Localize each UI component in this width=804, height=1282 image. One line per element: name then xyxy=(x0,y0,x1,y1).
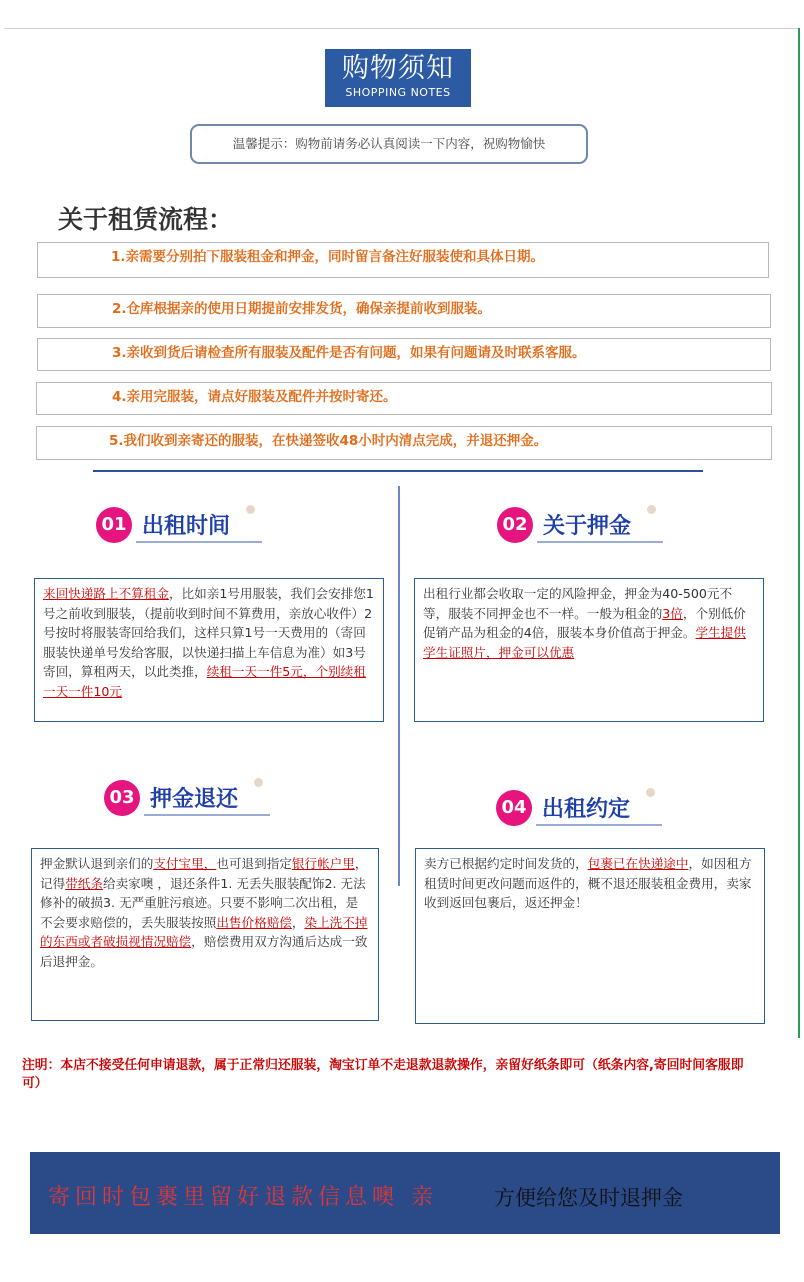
logo-title: 购物须知 xyxy=(342,53,454,84)
section-title: 出租时间 xyxy=(142,514,231,539)
process-step-3 xyxy=(37,338,771,371)
step-text: 1.亲需要分别拍下服装租金和押金，同时留言备注好服装使和具体日期。 xyxy=(111,249,545,265)
highlight-text: 银行帐户里 xyxy=(291,856,355,871)
body-text: 也可退到指定 xyxy=(216,856,292,871)
decor-dot xyxy=(647,505,656,514)
section-divider xyxy=(93,470,703,472)
body-text: ，如因租方租赁时间更改问题而返件的，概不退还服装租金费用，卖家收到返回包裹后，返还押金！ xyxy=(424,856,752,910)
decor-dot xyxy=(254,778,263,787)
top-divider xyxy=(4,28,800,29)
section-01-heading xyxy=(96,507,266,547)
section-04-box xyxy=(415,848,765,1024)
process-step-5 xyxy=(36,426,772,460)
step-text: 5.我们收到亲寄还的服装，在快递签收48小时内清点完成，并退还押金。 xyxy=(109,433,548,449)
body-text: 卖方已根据约定时间发货的， xyxy=(424,856,588,871)
banner-left-text: 寄回时包裹里留好退款信息噢 亲 xyxy=(48,1185,438,1210)
warm-tip: 温馨提示：购物前请务必认真阅读一下内容，祝购物愉快 xyxy=(190,124,588,164)
right-edge-line xyxy=(798,28,800,1038)
section-number-badge: 02 xyxy=(497,507,533,543)
process-step-1 xyxy=(37,242,769,278)
body-text: ，赔偿费用双方沟通后达成一致后退押金。 xyxy=(40,934,368,969)
title-underline xyxy=(536,824,662,826)
process-step-2 xyxy=(37,294,771,328)
body-text: ， xyxy=(291,914,305,930)
title-underline xyxy=(144,814,270,816)
banner-right-text: 方便给您及时退押金 xyxy=(494,1186,683,1210)
section-04-heading xyxy=(496,790,666,830)
body-text: 出租行业都会收取一定的风险押金，押金为40-500元不等，服装不同押金也不一样。一般为租金的 xyxy=(423,586,733,621)
section-number-badge: 04 xyxy=(496,790,532,826)
process-title: 关于租赁流程： xyxy=(58,205,234,234)
body-text: ，个别低价促销产品为租金的4倍，服装本身价值高于押金。 xyxy=(423,605,746,640)
body-text: ，比如亲1号用服装，我们会安排您1号之前收到服装，（提前收到时间不算费用，亲放心收件）2号按时将服装寄回给我们，这样只算1号一天费用的（寄回服装快递单号发给客服，以快递扫描上车信息为准）如3号寄回，算租两天，以此类推， xyxy=(43,586,374,679)
body-text: 押金默认退到亲们的 xyxy=(40,856,154,871)
section-02-heading xyxy=(497,507,667,547)
shopping-notes-logo xyxy=(325,49,471,107)
section-02-box xyxy=(414,578,764,722)
section-number-badge: 03 xyxy=(104,780,140,816)
highlight-text: 出售价格赔偿 xyxy=(216,914,292,930)
section-03-heading xyxy=(104,780,274,820)
decor-dot xyxy=(646,788,655,797)
section-title: 出租约定 xyxy=(542,797,631,822)
title-underline xyxy=(136,541,262,543)
highlight-text: 3倍 xyxy=(662,605,683,621)
bottom-banner xyxy=(30,1152,780,1234)
process-step-4 xyxy=(36,382,772,415)
highlight-text: 包裹已在快递途中 xyxy=(587,856,689,871)
section-01-box xyxy=(34,578,384,722)
section-title: 押金退还 xyxy=(150,787,239,812)
highlight-text: 染上洗不掉的东西或者破损视情况赔偿 xyxy=(40,914,368,949)
logo-subtitle: SHOPPING NOTES xyxy=(345,86,451,99)
highlight-text: 学生提供学生证照片，押金可以优惠 xyxy=(423,625,746,660)
highlight-text: 续租一天一件5元，个别续租一天一件10元 xyxy=(43,664,366,699)
refund-note: 注明：本店不接受任何申请退款，属于正常归还服装，淘宝订单不走退款退款操作，亲留好纸条即可（纸条内容,寄回时间客服即可） xyxy=(22,1058,744,1091)
step-text: 2.仓库根据亲的使用日期提前安排发货，确保亲提前收到服装。 xyxy=(112,301,492,317)
highlight-text: 支付宝里， xyxy=(153,856,217,871)
title-underline xyxy=(537,541,663,543)
highlight-text: 来回快递路上不算租金 xyxy=(43,586,169,601)
body-text: 给卖家噢 ，退还条件1. 无丢失服装配饰2. 无法修补的破损3. 无严重脏污痕迹。只要不影响二次出租，是不会要求赔偿的，丢失服装按照 xyxy=(40,875,366,930)
step-text: 3.亲收到货后请检查所有服装及配件是否有问题，如果有问题请及时联系客服。 xyxy=(112,345,586,361)
highlight-text: 带纸条 xyxy=(65,875,103,891)
section-03-box xyxy=(31,848,379,1021)
center-vertical-line xyxy=(398,486,400,886)
section-title: 关于押金 xyxy=(543,514,632,539)
step-text: 4.亲用完服装，请点好服装及配件并按时寄还。 xyxy=(112,389,397,405)
section-number-badge: 01 xyxy=(96,507,132,543)
body-text: ，记得 xyxy=(40,856,368,891)
decor-dot xyxy=(246,505,255,514)
